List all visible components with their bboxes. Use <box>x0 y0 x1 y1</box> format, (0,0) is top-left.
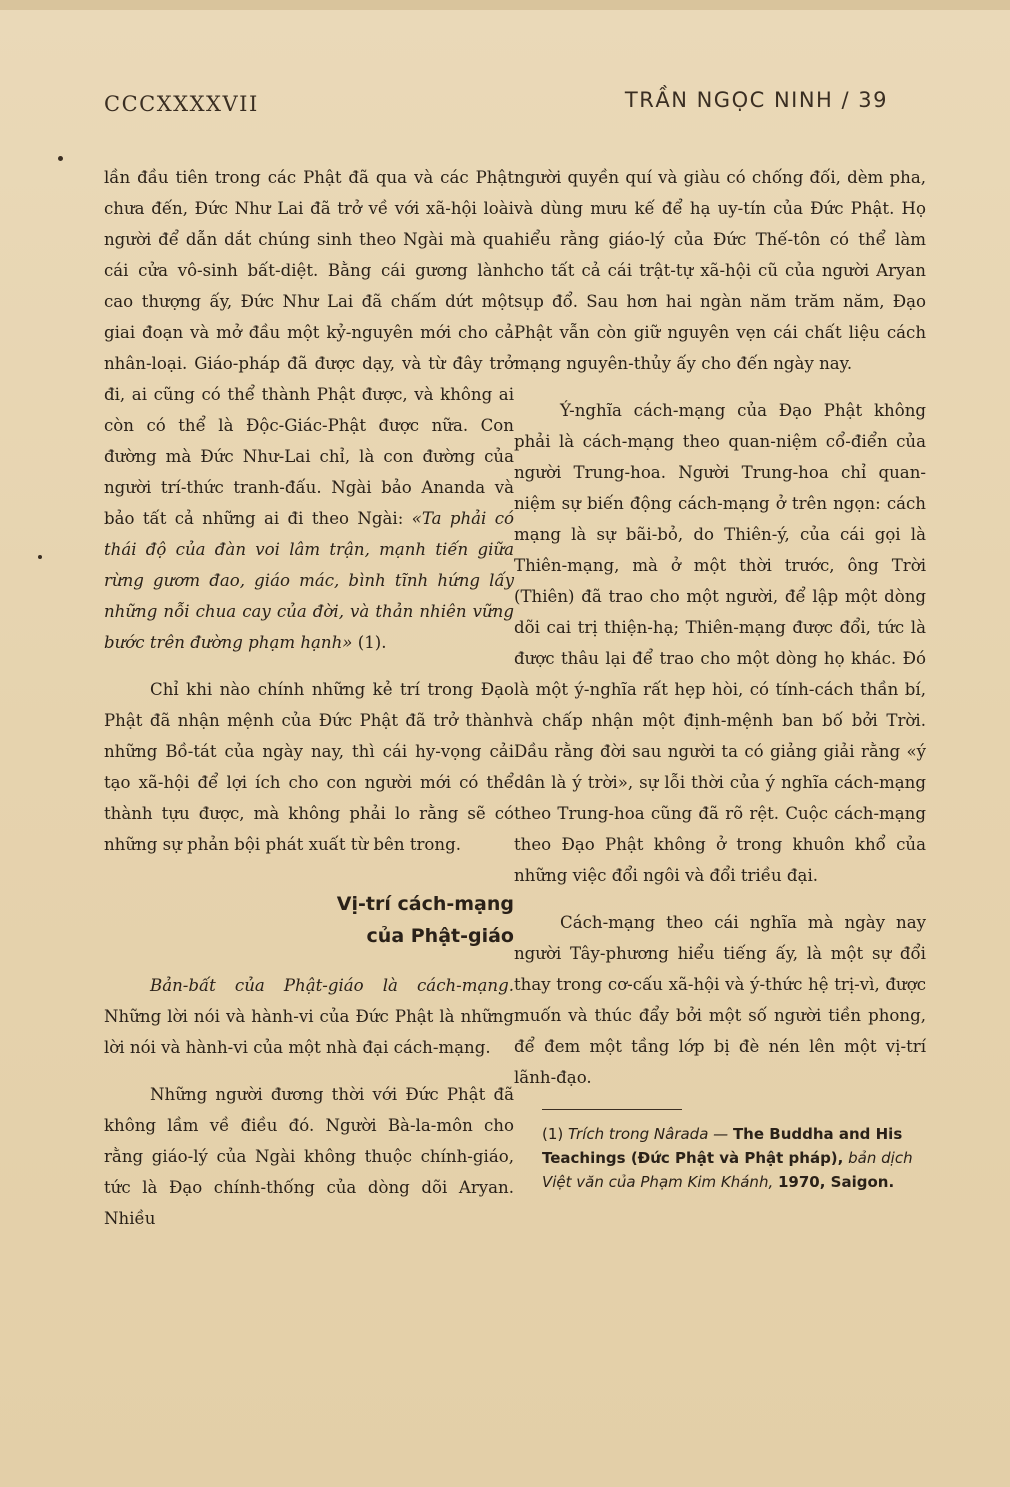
quote-text: «Ta phải có thái độ của đàn voi lâm trận, mạnh tiến giữa rừng gươm đao, giáo mác, bình tĩnh hứng lấy những nỗi chua cay của đời, và thản nhiên vững bước trên đường phạm hạnh» <box>104 509 515 652</box>
section-title-line: của Phật-giáo <box>366 925 514 947</box>
paragraph: Cách-mạng theo cái nghĩa mà ngày nay người Tây-phương hiểu tiếng ấy, là một sự đổi thay trong cơ-cấu xã-hội và ý-thức hệ trị-vì, được muốn và thúc đẩy bởi một số người tiền phong, để đem một tầng lớp bị đè nén lên một vị-trí lãnh-đạo. <box>514 913 926 1087</box>
left-column <box>104 162 514 1250</box>
paragraph: Chỉ khi nào chính những kẻ trí trong Đạo Phật đã nhận mệnh của Đức Phật đã trở thành những Bồ-tát của ngày nay, thì cái hy-vọng cải tạo xã-hội để lợi ích cho con người mới có thể thành tựu được, mà không phải lo rằng sẽ có những sự phản bội phát xuất từ bên trong. <box>104 680 514 854</box>
paragraph-text: Những lời nói và hành-vi của Đức Phật là những lời nói và hành-vi của một nhà đại cách-mạng. <box>104 1007 514 1057</box>
footnote-translation-note: bản dịch Việt văn của <box>542 1149 913 1191</box>
footnote <box>514 1122 926 1194</box>
section-title-line: Vị-trí cách-mạng <box>336 893 514 915</box>
footnote-marker: (1) <box>542 1125 564 1143</box>
paragraph <box>104 970 514 1063</box>
paragraph: Ý-nghĩa cách-mạng của Đạo Phật không phải là cách-mạng theo quan-niệm cổ-điển của người Trung-hoa. Người Trung-hoa chỉ quan-niệm sự biến động cách-mạng ở trên ngọn: cách mạng là sự bãi-bỏ, do Thiên-ý, của cái gọi là Thiên-mạng, mà ở một thời trước, ông Trời (Thiên) đã trao cho một người, để lập một dòng dõi cai trị thiện-hạ; Thiên-mạng được đổi, tức là được thâu lại để trao cho một dòng họ khác. Đó là một ý-nghĩa rất hẹp hòi, có tính-cách thần bí, và chấp nhận một định-mệnh ban bố bởi Trời. Dầu rằng đời sau người ta có giảng giải rằng «ý dân là ý trời», sự lỗi thời của ý nghĩa cách-mạng theo Trung-hoa cũng đã rõ rệt. Cuộc cách-mạng theo Đạo Phật không ở trong khuôn khổ của những việc đổi ngôi và đổi triều đại. <box>514 401 926 885</box>
paragraph: người quyền quí và giàu có chống đối, dèm pha, và dùng mưu kế để hạ uy-tín của Đức Phật. Họ hiểu rằng giáo-lý của Đức Thế-tôn có thể làm cho tất cả cái trật-tự xã-hội cũ của người Aryan sụp đổ. Sau hơn hai ngàn năm trăm năm, Đạo Phật vẫn còn giữ nguyên vẹn cái chất liệu cách mạng nguyên-thủy ấy cho đến ngày nay. <box>514 168 926 373</box>
footnote-book-title: The Buddha and His Teachings (Đức Phật và Phật pháp), <box>542 1125 903 1167</box>
section-title <box>104 888 514 952</box>
page-header-right: TRẦN NGỌC NINH / 39 <box>624 88 888 112</box>
ink-speck <box>58 156 63 161</box>
right-column <box>514 162 926 1194</box>
paragraph-text: lần đầu tiên trong các Phật đã qua và các Phật chưa đến, Đức Như Lai đã trở về với xã-hội loài người để dẫn dắt chúng sinh theo Ngài mà qua cái cửa vô-sinh bất-diệt. Bằng cái gương lành cao thượng ấy, Đức Như Lai đã chấm dứt một giai đoạn và mở đầu một kỷ-nguyên mới cho cả nhân-loại. Giáo-pháp đã được dạy, và từ đây trở đi, ai cũng có thể thành Phật được, và không ai còn có thể là Độc-Giác-Phật được nữa. Con đường mà Đức Như-Lai chỉ, là con đường của người trí-thức tranh-đấu. Ngài bảo Ananda và bảo tất cả những ai đi theo Ngài: <box>104 168 514 528</box>
footnote-translator: Phạm Kim Khánh, <box>640 1173 774 1191</box>
page-top-edge <box>0 0 1010 10</box>
lead-sentence: Bản-bất của Phật-giáo là cách-mạng. <box>150 976 514 995</box>
footnote-year-place: 1970, Saigon. <box>778 1173 895 1191</box>
paragraph: Những người đương thời với Đức Phật đã không lầm về điều đó. Người Bà-la-môn cho rằng giáo-lý của Ngài không thuộc chính-giáo, tức là Đạo chính-thống của dòng dõi Aryan. Nhiều <box>104 1085 514 1228</box>
footnote-divider <box>542 1109 682 1110</box>
paragraph <box>104 162 514 658</box>
page-header-left: CCCXXXXVII <box>104 92 259 116</box>
footnote-source: Trích trong Nârada — <box>568 1125 729 1143</box>
footnote-ref: (1). <box>357 633 387 652</box>
ink-speck <box>38 555 42 559</box>
